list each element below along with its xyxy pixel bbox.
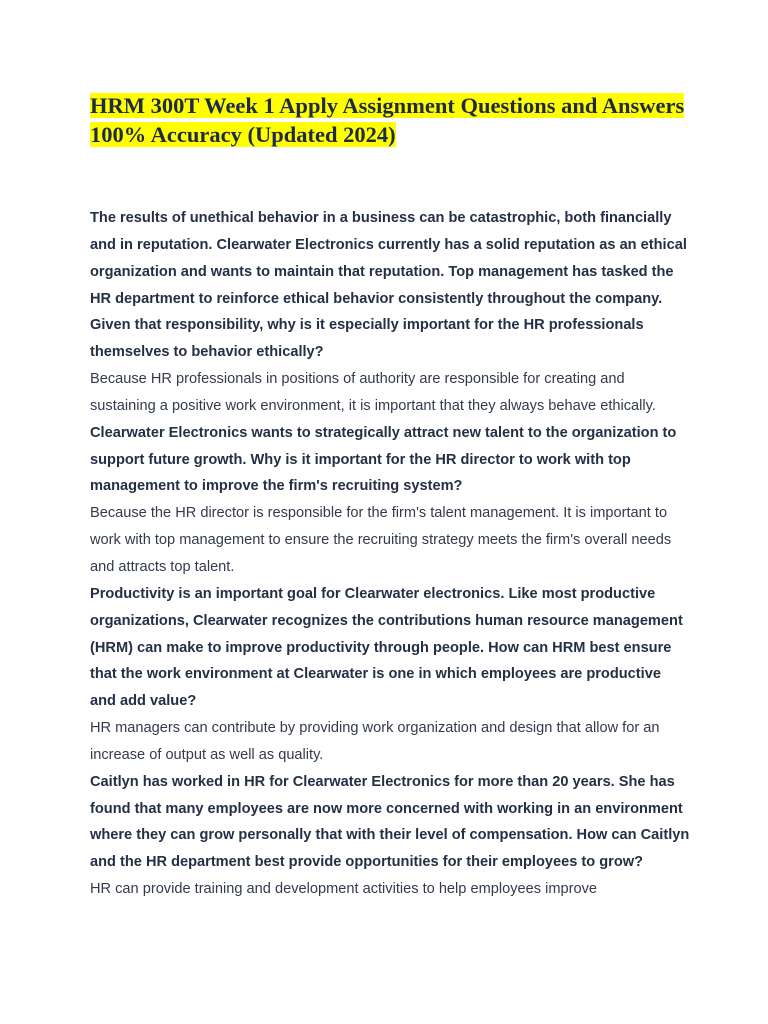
answer-2: Because the HR director is responsible for the firm's talent management. It is important to work with top management to ensure the recruiting strategy meets the firm's overall needs and attracts top talent.	[90, 505, 672, 575]
question-4: Caitlyn has worked in HR for Clearwater Electronics for more than 20 years. She has found that many employees are now more concerned with working in an environment where they can grow personally that with their level of compensation. How can Caitlyn and the HR department best provide opportunities for their employees to grow?	[90, 773, 690, 871]
question-3: Productivity is an important goal for Clearwater electronics. Like most productive organizations, Clearwater recognizes the contributions human resource management (HRM) can make to improve productivity through people. How can HRM best ensure that the work environment at Clearwater is one in which employees are productive and add value?	[90, 585, 683, 710]
answer-4: HR can provide training and development activities to help employees improve	[90, 881, 597, 898]
document-page	[90, 92, 690, 903]
answer-1: Because HR professionals in positions of authority are responsible for creating and sustaining a positive work environment, it is important that they always behave ethically.	[90, 371, 656, 414]
question-1: The results of unethical behavior in a business can be catastrophic, both financially and in reputation. Clearwater Electronics currently has a solid reputation as an ethical organization and wants to maintain that reputation. Top management has tasked the HR department to reinforce ethical behavior consistently throughout the company. Given that responsibility, why is it especially important for the HR professionals themselves to behavior ethically?	[90, 210, 687, 361]
answer-3: HR managers can contribute by providing work organization and design that allow for an increase of output as well as quality.	[90, 720, 660, 763]
document-body	[90, 205, 690, 903]
document-title: HRM 300T Week 1 Apply Assignment Questions and Answers 100% Accuracy (Updated 2024)	[90, 93, 685, 147]
question-2: Clearwater Electronics wants to strategically attract new talent to the organization to support future growth. Why is it important for the HR director to work with top management to improve the firm's recruiting system?	[90, 424, 677, 495]
